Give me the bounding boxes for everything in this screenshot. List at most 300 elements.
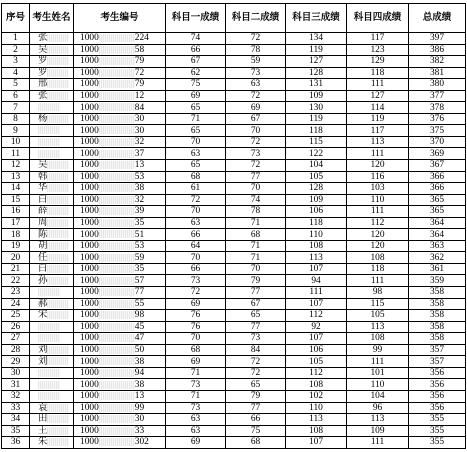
subject3-score: 105: [308, 356, 324, 367]
cell-name: [30, 44, 74, 56]
table-row: [2, 240, 466, 252]
subject2-score: 67: [250, 298, 261, 309]
cell-candidate-id: [74, 356, 166, 368]
cell-subject1: [166, 298, 226, 310]
seq-text: 16: [10, 206, 21, 217]
cell-subject4: [347, 113, 409, 125]
table-row: [2, 287, 466, 299]
id-prefix: 1000: [80, 252, 99, 263]
cell-name: [30, 194, 74, 206]
seq-text: 34: [10, 414, 21, 425]
cell-candidate-id: [74, 414, 166, 426]
subject3-score: 131: [308, 79, 324, 90]
cell-seq: [2, 414, 30, 426]
cell-subject3: [286, 367, 347, 379]
subject4-score: 104: [370, 391, 385, 402]
cell-subject1: [166, 67, 226, 79]
subject1-score: 61: [190, 183, 201, 194]
subject2-score: 79: [250, 391, 261, 402]
cell-candidate-id: [74, 44, 166, 56]
subject2-score: 73: [250, 67, 261, 78]
cell-subject4: [347, 102, 409, 114]
subject3-score: 118: [309, 218, 323, 229]
id-suffix: 13: [134, 160, 145, 171]
subject1-score: 65: [190, 102, 201, 113]
cell-subject2: [226, 344, 286, 356]
cell-subject2: [226, 125, 286, 137]
table-row: [2, 33, 466, 45]
id-suffix: 99: [134, 402, 145, 413]
subject4-score: 111: [370, 79, 385, 90]
subject2-score: 63: [250, 79, 261, 90]
name-text: 任: [38, 252, 48, 263]
table-row: [2, 310, 466, 322]
cell-seq: [2, 275, 30, 287]
total-score: 358: [429, 287, 445, 298]
name-text: 孙: [38, 275, 48, 286]
subject2-score: 69: [250, 102, 261, 113]
id-prefix: 1000: [80, 206, 99, 217]
seq-text: 7: [13, 102, 18, 113]
cell-candidate-id: [74, 287, 166, 299]
table-row: [2, 229, 466, 241]
subject3-score: 107: [308, 264, 324, 275]
name-redaction: [47, 34, 69, 42]
cell-subject2: [226, 217, 286, 229]
table-row: [2, 206, 466, 218]
name-redaction: [38, 392, 60, 400]
subject1-score: 68: [190, 345, 201, 356]
cell-subject3: [286, 113, 347, 125]
cell-subject4: [347, 333, 409, 345]
subject1-score: 62: [190, 67, 201, 78]
total-score: 356: [429, 402, 445, 413]
cell-subject1: [166, 252, 226, 264]
table-row: [2, 148, 466, 160]
cell-subject2: [226, 171, 286, 183]
name-redaction: [47, 346, 69, 354]
cell-subject4: [347, 437, 409, 449]
subject4-score: 110: [370, 379, 385, 390]
seq-text: 19: [10, 241, 21, 252]
subject1-score: 66: [190, 229, 201, 240]
cell-subject3: [286, 333, 347, 345]
cell-subject4: [347, 56, 409, 68]
name-redaction: [47, 207, 69, 215]
seq-text: 2: [13, 44, 18, 55]
id-redaction: [99, 323, 135, 331]
header-subject4: 科目四成绩: [347, 4, 409, 33]
subject4-score: 113: [370, 137, 385, 148]
cell-subject1: [166, 390, 226, 402]
cell-subject4: [347, 402, 409, 414]
table-row: [2, 171, 466, 183]
id-suffix: 224: [134, 33, 149, 44]
cell-subject1: [166, 90, 226, 102]
cell-subject3: [286, 240, 347, 252]
subject1-score: 70: [190, 137, 201, 148]
table-row: [2, 79, 466, 91]
seq-text: 32: [10, 391, 21, 402]
subject4-score: 118: [370, 67, 385, 78]
total-score: 363: [429, 241, 445, 252]
cell-name: [30, 102, 74, 114]
cell-seq: [2, 390, 30, 402]
id-redaction: [99, 300, 135, 308]
cell-seq: [2, 379, 30, 391]
cell-subject4: [347, 79, 409, 91]
subject1-score: 69: [190, 298, 201, 309]
id-prefix: 1000: [80, 391, 99, 402]
cell-subject2: [226, 379, 286, 391]
cell-subject2: [226, 206, 286, 218]
cell-name: [30, 67, 74, 79]
cell-subject4: [347, 240, 409, 252]
subject1-score: 69: [190, 356, 201, 367]
cell-subject1: [166, 79, 226, 91]
cell-candidate-id: [74, 171, 166, 183]
subject1-score: 63: [190, 218, 201, 229]
subject2-score: 68: [250, 229, 261, 240]
subject1-score: 72: [190, 194, 201, 205]
cell-subject1: [166, 425, 226, 437]
subject1-score: 67: [190, 56, 201, 67]
seq-text: 30: [10, 368, 21, 379]
cell-subject1: [166, 367, 226, 379]
id-redaction: [99, 346, 135, 354]
cell-subject2: [226, 275, 286, 287]
cell-subject4: [347, 298, 409, 310]
cell-name: [30, 425, 74, 437]
cell-name: [30, 298, 74, 310]
cell-subject4: [347, 136, 409, 148]
name-text: 张: [38, 33, 48, 44]
total-score: 378: [429, 102, 445, 113]
cell-name: [30, 287, 74, 299]
total-score: 362: [429, 252, 445, 263]
table-row: [2, 217, 466, 229]
id-redaction: [99, 34, 135, 42]
seq-text: 23: [10, 287, 21, 298]
id-suffix: 77: [134, 287, 145, 298]
id-prefix: 1000: [80, 241, 99, 252]
cell-total: [409, 287, 466, 299]
cell-candidate-id: [74, 217, 166, 229]
cell-candidate-id: [74, 183, 166, 195]
total-score: 357: [429, 356, 445, 367]
cell-subject4: [347, 367, 409, 379]
id-suffix: 94: [134, 368, 145, 379]
name-redaction: [47, 196, 69, 204]
cell-seq: [2, 206, 30, 218]
subject3-score: 104: [308, 160, 324, 171]
cell-subject4: [347, 194, 409, 206]
id-redaction: [99, 115, 135, 123]
total-score: 364: [429, 229, 445, 240]
cell-name: [30, 414, 74, 426]
subject4-score: 111: [370, 206, 385, 217]
total-score: 382: [429, 56, 445, 67]
subject1-score: 63: [190, 414, 201, 425]
id-suffix: 45: [134, 321, 145, 332]
cell-total: [409, 90, 466, 102]
name-text: 罗: [38, 56, 48, 67]
subject4-score: 116: [370, 171, 385, 182]
subject1-score: 73: [190, 402, 201, 413]
cell-subject3: [286, 229, 347, 241]
cell-subject4: [347, 125, 409, 137]
cell-subject4: [347, 287, 409, 299]
cell-subject4: [347, 229, 409, 241]
cell-total: [409, 390, 466, 402]
cell-subject1: [166, 240, 226, 252]
cell-name: [30, 390, 74, 402]
id-suffix: 12: [134, 91, 145, 101]
cell-subject2: [226, 333, 286, 345]
name-redaction: [47, 265, 69, 273]
name-redaction: [47, 277, 69, 285]
cell-candidate-id: [74, 148, 166, 160]
cell-seq: [2, 217, 30, 229]
cell-candidate-id: [74, 310, 166, 322]
id-suffix: 33: [134, 425, 145, 436]
id-suffix: 59: [134, 252, 145, 263]
table-row: [2, 367, 466, 379]
total-score: 358: [429, 298, 445, 309]
subject2-score: 65: [250, 379, 261, 390]
id-redaction: [99, 357, 135, 365]
id-prefix: 1000: [80, 114, 99, 125]
cell-candidate-id: [74, 194, 166, 206]
cell-candidate-id: [74, 113, 166, 125]
cell-subject1: [166, 379, 226, 391]
id-suffix: 30: [134, 414, 145, 425]
subject2-score: 72: [250, 356, 261, 367]
cell-subject4: [347, 67, 409, 79]
id-prefix: 1000: [80, 148, 99, 159]
cell-subject3: [286, 437, 347, 449]
cell-subject2: [226, 79, 286, 91]
total-score: 358: [429, 310, 445, 321]
cell-subject4: [347, 206, 409, 218]
subject3-score: 109: [308, 91, 324, 101]
cell-total: [409, 148, 466, 160]
subject1-score: 65: [190, 160, 201, 171]
total-score: 366: [429, 171, 445, 182]
subject3-score: 107: [308, 298, 324, 309]
name-redaction: [38, 138, 60, 146]
cell-seq: [2, 56, 30, 68]
cell-total: [409, 344, 466, 356]
cell-subject3: [286, 102, 347, 114]
subject2-score: 75: [250, 425, 261, 436]
cell-seq: [2, 437, 30, 449]
subject4-score: 119: [370, 114, 385, 125]
cell-seq: [2, 229, 30, 241]
cell-name: [30, 183, 74, 195]
id-prefix: 1000: [80, 91, 99, 101]
id-redaction: [99, 184, 135, 192]
seq-text: 11: [10, 148, 21, 159]
cell-total: [409, 136, 466, 148]
id-redaction: [99, 57, 135, 65]
cell-subject1: [166, 160, 226, 172]
name-redaction: [47, 173, 69, 181]
cell-subject2: [226, 160, 286, 172]
cell-seq: [2, 263, 30, 275]
name-redaction: [38, 103, 60, 111]
id-prefix: 1000: [80, 264, 99, 275]
cell-subject2: [226, 67, 286, 79]
table-row: [2, 263, 466, 275]
name-redaction: [47, 438, 69, 446]
subject2-score: 70: [250, 183, 261, 194]
name-redaction: [47, 80, 69, 88]
subject2-score: 73: [250, 333, 261, 344]
cell-subject3: [286, 33, 347, 45]
cell-candidate-id: [74, 33, 166, 45]
cell-subject4: [347, 275, 409, 287]
cell-subject4: [347, 310, 409, 322]
cell-subject2: [226, 425, 286, 437]
subject3-score: 109: [308, 194, 324, 205]
cell-seq: [2, 344, 30, 356]
cell-subject3: [286, 79, 347, 91]
subject4-score: 118: [370, 264, 385, 275]
seq-text: 27: [10, 333, 21, 344]
header-subject3: 科目三成绩: [286, 4, 347, 33]
cell-candidate-id: [74, 263, 166, 275]
seq-text: 36: [10, 437, 21, 448]
table-row: [2, 390, 466, 402]
cell-subject3: [286, 90, 347, 102]
cell-candidate-id: [74, 390, 166, 402]
name-redaction: [47, 357, 69, 365]
cell-name: [30, 125, 74, 137]
id-prefix: 1000: [80, 298, 99, 309]
cell-subject1: [166, 402, 226, 414]
header-total: 总成绩: [409, 4, 466, 33]
name-text: 刘: [38, 356, 48, 367]
cell-subject2: [226, 356, 286, 368]
cell-total: [409, 171, 466, 183]
subject2-score: 77: [250, 287, 261, 298]
cell-subject4: [347, 160, 409, 172]
cell-subject3: [286, 206, 347, 218]
subject2-score: 72: [250, 368, 261, 379]
id-suffix: 302: [134, 437, 149, 448]
cell-seq: [2, 333, 30, 345]
cell-subject1: [166, 171, 226, 183]
id-redaction: [99, 161, 135, 169]
cell-seq: [2, 171, 30, 183]
name-redaction: [47, 300, 69, 308]
cell-name: [30, 402, 74, 414]
subject2-score: 77: [250, 321, 261, 332]
cell-seq: [2, 160, 30, 172]
total-score: 355: [429, 414, 445, 425]
cell-subject1: [166, 33, 226, 45]
cell-seq: [2, 125, 30, 137]
seq-text: 1: [13, 33, 18, 44]
cell-subject3: [286, 379, 347, 391]
table-row: [2, 67, 466, 79]
subject1-score: 65: [190, 125, 201, 136]
subject4-score: 120: [370, 241, 385, 252]
cell-subject1: [166, 333, 226, 345]
subject2-score: 70: [250, 125, 261, 136]
cell-subject1: [166, 356, 226, 368]
id-suffix: 38: [134, 183, 145, 194]
id-prefix: 1000: [80, 356, 99, 367]
subject2-score: 67: [250, 114, 261, 125]
subject2-score: 59: [250, 56, 261, 67]
name-redaction: [38, 126, 60, 134]
cell-name: [30, 437, 74, 449]
cell-candidate-id: [74, 67, 166, 79]
seq-text: 29: [10, 356, 21, 367]
cell-total: [409, 414, 466, 426]
table-row: [2, 333, 466, 345]
subject1-score: 71: [190, 114, 201, 125]
seq-text: 9: [13, 125, 18, 136]
seq-text: 3: [13, 56, 18, 67]
subject2-score: 71: [250, 241, 261, 252]
cell-subject1: [166, 206, 226, 218]
cell-subject2: [226, 240, 286, 252]
name-text: 邢: [38, 79, 48, 90]
table-row: [2, 183, 466, 195]
header-name: 考生姓名: [30, 4, 74, 33]
cell-subject3: [286, 287, 347, 299]
id-redaction: [99, 80, 135, 88]
cell-subject3: [286, 183, 347, 195]
cell-subject3: [286, 160, 347, 172]
subject3-score: 130: [308, 102, 324, 113]
total-score: 356: [429, 368, 445, 379]
name-text: 宋: [38, 310, 48, 321]
cell-name: [30, 136, 74, 148]
subject4-score: 113: [370, 414, 385, 425]
subject1-score: 63: [190, 148, 201, 159]
id-prefix: 1000: [80, 437, 99, 448]
name-text: 吴: [38, 44, 48, 55]
subject4-score: 114: [370, 102, 385, 113]
subject3-score: 94: [311, 275, 321, 286]
cell-name: [30, 206, 74, 218]
subject4-score: 103: [370, 183, 385, 194]
cell-seq: [2, 90, 30, 102]
total-score: 376: [429, 114, 445, 125]
cell-total: [409, 275, 466, 287]
id-redaction: [99, 46, 135, 54]
table-row: [2, 275, 466, 287]
subject4-score: 127: [370, 91, 385, 101]
subject4-score: 120: [370, 160, 385, 171]
cell-total: [409, 425, 466, 437]
id-suffix: 98: [134, 310, 145, 321]
subject3-score: 128: [308, 183, 324, 194]
id-prefix: 1000: [80, 287, 99, 298]
subject3-score: 112: [309, 310, 323, 321]
id-prefix: 1000: [80, 345, 99, 356]
cell-subject2: [226, 113, 286, 125]
subject2-score: 73: [250, 148, 261, 159]
cell-subject3: [286, 414, 347, 426]
subject3-score: 128: [308, 67, 324, 78]
subject3-score: 113: [309, 252, 323, 263]
cell-seq: [2, 113, 30, 125]
